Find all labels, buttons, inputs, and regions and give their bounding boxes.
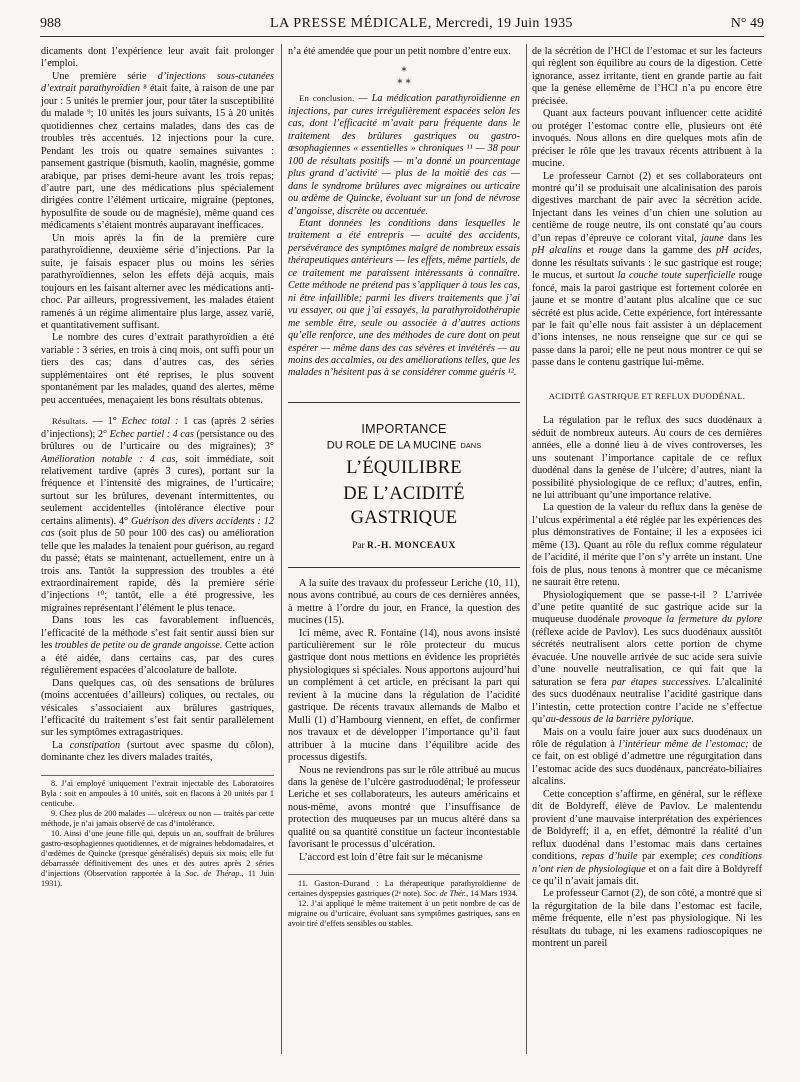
text: par exemple; [637,851,702,863]
paragraph [41,415,274,615]
emphasis: troubles de petite ou de grande angoisse. [54,640,223,652]
text: dans la gamme des [622,245,717,257]
paragraph [532,727,762,789]
article-title-line: L’ÉQUILIBRE [346,458,462,479]
text: rouge foncé, mais la paroi gastrique est fortement colorée en jaune et se montre d’autant plus alcaline que ce suc sécrété est plus acide. Cette expérience, fort intéressante par le fait qu’elle nous fait assister à un déplacement d’ions intenses, ne nous renseigne que sur ce qui se passe dans la paroi; elle ne peut nous montrer ce qui se passe dans le contenu gastrique lui-même. [532,270,762,369]
text: , 11 Juin 1931). [41,868,274,888]
paragraph: Dans quelques cas, où des sensations de brûlures (moins accentuées d’ailleurs) coliques, ou rectales, ou vésicales s’associaient aux brûlures gastriques, l’efficacité du traitement s’est fait sentir parallèlement sur les symptômes extragastriques. [41,677,274,739]
emphasis: au-dessous de la barrière pylorique. [545,714,694,726]
paragraph: Le nombre des cures d’extrait parathyroïdien a été variable : 3 séries, en trois à cinq mois, ont suffi pour un tiers des cas; dans d’autres cas, des séries supplémentaires ont été reprises, le plus souvent spontanément par les malades, quand des alertes, même peu accentuées, menaçaient les bons résultats obtenus. [41,332,274,406]
text: 11. [298,879,315,889]
text: Le professeur Carnot (2) et ses collaborateurs ont montré qu’il se produisait une alcalinisation des parois digestives marchant de pair avec la sécrétion acide. Injectant dans les veines d’un chien une solution au centième de rouge neutre, ils ont constaté qu’au cours d’un repas d’épreuve ce colorant vital, [532,170,762,244]
column-1 [41,46,274,889]
emphasis: repas d’huile [581,851,638,863]
issue-date: , Mercredi, 19 Juin 1935 [427,16,573,31]
text: et on a fait dire à Boldyreff ce qu’il n’avait jamais dit. [532,863,762,887]
text: Cette conception s’affirme, en général, sur le réflexe dit de Boldyreff, élève de Pavlov. Le malentendu provient d’une mauvaise interprétation des expériences de Boldyreff; il a, en effet, démontré la réalité d’un reflux duodénal dans l’estomac mais dans certaines conditions, [532,788,762,863]
emphasis: ces conditions n’ont rien de physiologique [532,851,762,875]
column-rule [526,44,527,1054]
text: Dans tous les cas favorablement influencés, l’efficacité de la méthode s’est fait sentir aussi bien sur les [41,615,274,652]
paragraph: Le professeur Carnot (2), de son côté, a montré que si la régurgitation de la bile dans l’estomac est facile, même fréquente, elle n’est pas physiologique. Ni les résultats du tubage, ni les examens radioscopiques ne montrent un pareil [532,888,762,950]
footnote [41,829,274,889]
paragraph: de la sécrétion de l’HCl de l’estomac et sur les facteurs qui règlent son équilibre au cours de la digestion. Cette ignorance, assez irritante, tient en grande partie au fait que la genèse ellemême de l’HCl n’a pu encore être précisée. [532,46,762,107]
text: 1 cas (après 2 séries d’injections); 2° [41,416,275,440]
text: dans les [723,232,762,244]
paragraph: Un mois après la fin de la première cure parathyroïdienne, deuxième série d’injections. Par la suite, je faisais espacer plus ou moins les séries parathyroïdiennes, selon les effets déjà acquis, mais toujours en les faisant alterner avec les médications anti-choc. Par ailleurs, progressivement, les malades étaient ramenés à un régime alimentaire plus large, assez varié, et quantitativement suffisant. [41,232,274,331]
text: : La thérapeutique parathyroïdienne de certaines dyspepsies gastriques (2ᵉ note). [288,879,520,899]
emphasis: Echec total : [121,416,179,428]
paragraph [41,615,274,677]
emphasis: la couche toute superficielle [617,270,736,282]
footnote: 8. J’ai employé uniquement l’extrait injectable des Laboratoires Byla : soit en ampoules à 10 unités, soit en flacons à 20 unités par 1 centicube. [41,778,274,808]
section-heading: Résultats. [52,416,88,427]
text: — 1° [87,416,122,428]
text: (persistance ou des brûlures ou de l’urticaire ou des migraines); 3° [41,428,274,453]
article-title-line: IMPORTANCE [361,421,447,436]
section-separator [288,62,520,86]
issue-number: N° 49 [730,16,764,31]
paragraph: dicaments dont l’expérience leur avait fait prolonger l’emploi. [41,46,274,70]
paragraph: L’accord est loin d’être fait sur le mécanisme [299,851,483,863]
paragraph: Nous ne reviendrons pas sur le rôle attribué au mucus dans la genèse de l’ulcère gastroduodénal; le professeur Leriche et ses collaborateurs, les auteurs américains et nous-même, avons montré que l’insuffisance de protection des muqueuses par un mucus altéré dans sa qualité ou sa quantité constitue un facteur incontestable favorisant le processus d’ulcération. [288,764,520,851]
paragraph: La question de la valeur du reflux dans la genèse de l’ulcus expérimental a été réglée par les expériences des plus démonstratives de Fontaine; il les a exposées ici même (13). Quant au rôle du reflux comme régulateur de l’acidité, il mérite que l’on s’y arrête un instant. Une fois de plus, nous tenons à montrer que ce mécanisme ne saurait être retenu. [532,502,762,589]
text: L’alcalinité des sucs duodénaux neutralise l’acidité gastrique dans l’intestin, cette protection contre l’acide ne s’effectue qu’ [532,676,762,726]
page-header [40,14,764,37]
article-title-line: DE L’ACIDITÉ GASTRIQUE [343,484,465,529]
emphasis: rouge [598,245,623,257]
text: Une première série [52,70,158,82]
paragraph [288,92,520,218]
footnotes [41,775,274,889]
paragraph: A la suite des travaux du professeur Leriche (10, 11), nous avons contribué, au cours de ces dernières années, à mettre à l’ordre du jour, en France, la question des mucines (15). [288,577,520,627]
paragraph [532,590,762,727]
emphasis: par étapes successives. [611,676,711,688]
emphasis: pH acides, [716,245,762,257]
text: (réflexe acide de Pavlov). Les sucs duodénaux aussitôt sécrétés neutralisent alors cette portion de chyme évacuée. Une nouvelle arrivée de suc acide sera suivie d’une nouvelle neutralisation, ce qui fait que la saturation se fera [532,626,762,688]
column-rule [281,44,282,1054]
text: Gaston-Durand [314,878,370,889]
emphasis: constipation [69,739,121,751]
article-title-block [288,402,520,568]
text: Cette action a été aidée, dans certains cas, par des cures régulièrement espacées d’alcoolature de ballote. [41,640,274,677]
paragraph [41,740,274,765]
footnote: 9. Chez plus de 200 malades — ulcéreux ou non — traités par cette méthode, je n’ai jamais observé de cas d’intolérance. [41,808,274,828]
page-number: 988 [40,16,61,31]
emphasis: Soc. de Thér. [423,889,467,899]
footnotes [288,874,520,929]
text: (surtout avec spasme du côlon), dominante chez les divers malades traités, [41,739,274,764]
text: donne les résultats suivants : le suc gastrique est rouge; le mucus, et surtout [532,257,762,282]
asterism: ⁎ ⁎ ⁎ [397,62,411,87]
article-title-line [288,437,520,454]
emphasis: Soc. de Thérap. [185,868,242,878]
text: 10. Ainsi d’une jeune fille qui, depuis un an, souffrait de brûlures gastro-œsophagiennes quotidiennes, et de migraines hebdomadaires, et d’œdèmes de Quincke (presque généralisés) depuis six mois; elle fut débarrassée définitivement des unes et des autres après 2 séries d’injections (Observation rapportée à la [41,828,274,878]
paragraph [532,171,762,370]
text: (soit plus de 50 pour 100 des cas) ou amélioration telle que les malades la tenaient pour guérison, au regard du passé; états se maintenant, actuellement, entre un à trois ans. Tantôt la suppression des troubles a été extraordinairement rapide, dès la première série d’injections ¹⁰; tantôt, elle a été progressive, les migraines représentant l’élément le plus tenace. [41,528,274,614]
paragraph: La régulation par le reflux des sucs duodénaux a séduit de nombreux auteurs. Au cours de ces dernières années, elle a donné lieu à de vives controverses, les uns soutenant l’importance capitale de ce reflux duodénal dans la genèse de l’ulcère; d’autres, niant la possibilité physiologique de ce reflux; d’autres, enfin, ne lui attribuant qu’une importance relative. [532,415,762,501]
column-2 [288,46,520,929]
emphasis: Etant données les conditions dans lesquelles le traitement a été entrepris — acuité des accidents, persévérance des symptômes malgré de nombreux essais thérapeutiques antérieurs — les effets, même partiels, de ce traitement me paraissent intéressants à connaître. Cette méthode ne prétend pas s’appliquer à tous les cas, ni être infaillible; parmi les divers traitements que j’ai vu essayer, ou que j’ai essayés, la parathyroïdothérapie me semble être, seule ou associée à d’autres actions qu’elle renforce, une des méthodes de cure dont on peut espérer — même dans des cas sévères et invétérés — au moins des accalmies, ou des améliorations telles, que les malades n’hésitent pas à se considérer comme guéris ¹². [288,217,521,379]
emphasis: jaune [701,232,724,244]
text: ⁸ était faite, à raison de une par jour : 5 unités le premier jour, pour tâter la susceptibilité du malade ⁹; 10 unités les jours suivants, 15 à 20 unités quotidiennes chez certains malades, dans des cas de troubles très accentués. 12 injections pour la cure. Pendant les trois ou quatre semaines suivantes : pansement gastrique (bismuth, kaolin, magnésie, gomme arabique, par prises demi-heure avant les trois repas; d’autre part, une des médications plus spécialement dirigées contre l’élément urticaire, migraine (peptones, hyposulfite de soude ou de magnésie), même quand ces médicaments s’étaient montrés auparavant inefficaces. [41,83,274,232]
paragraph: Ici même, avec R. Fontaine (14), nous avons insisté particulièrement sur le rôle protecteur du mucus gastrique dont nous mettions en évidence les propriétés physiologiques si spéciales. Nous apportons aujourd’hui un complément à cet article, en précisant la part qui revient à la mucine dans la régulation de l’acidité gastrique. De récents travaux allemands de Malbo et Mulli (1) d’Hambourg viennent, en effet, de confirmer nos travaux et de développer l’importance qu’il faut attribuer à la mucine dans l’équilibre acide des processus digestifs. [288,627,520,764]
text: La [52,739,70,751]
text: Par [352,541,367,552]
paragraph [288,218,520,380]
paragraph: Quant aux facteurs pouvant influencer cette acidité ou protéger l’estomac contre elle, plusieurs ont été invoqués. Nous allons en dire quelques mots afin de préciser le rôle que les travaux récents attribuent à la mucine. [532,108,762,170]
text: soit immédiate, soit relativement tardive (après 3 cures), portant sur la fréquence et l’intensité des migraines, de l’urticaire; surtout sur les brûlures, devenant intermittentes, ou seulement accidentelles (intolérance élective pour certains aliments). 4° [41,453,275,527]
paragraph [532,789,762,889]
text: DU ROLE DE LA MUCINE [326,439,457,452]
text: DANS [460,440,482,450]
emphasis: Guérison des divers accidents : 12 cas [41,515,274,540]
emphasis: pH alcalins [532,245,582,257]
emphasis: d’injections sous-cutanées d’extrait parathyroïdien [41,70,275,95]
text: , 14 Mars 1934. [466,889,518,899]
author-name: R.-H. MONCEAUX [366,541,456,552]
journal-title [270,14,573,34]
emphasis: Amélioration notable : 4 cas, [41,453,178,465]
text: et [581,245,599,257]
footnote: 12. J’ai appliqué le même traitement à un petit nombre de cas de migraine ou d’urticaire, évoluant sans symptômes gastriques, sans en avoir tiré d’effets sensibles ou stables. [288,899,520,929]
section-heading: En conclusion. [299,93,355,104]
text: Mais on a voulu faire jouer aux sucs duodénaux un rôle de régulation à [532,726,762,751]
column-3 [532,46,762,951]
text: de ce fait, on est obligé d’admettre une régurgitation dans l’estomac acide des sucs duodénaux, pancréato-biliaires alcalins. [532,739,762,788]
subheading: ACIDITÉ GASTRIQUE ET REFLUX DUODÉNAL. [548,390,746,401]
journal-name: LA PRESSE MÉDICALE [270,16,428,31]
text: Physiologiquement que se passe-t-il ? L’arrivée d’une petite quantité de suc gastrique acide sur la muqueuse duodénale [532,589,762,626]
footnote [288,878,520,899]
emphasis: provoque la fermeture du pylore [623,614,762,626]
emphasis: l’intérieur même de l’estomac; [618,739,749,751]
paragraph: n’a été amendée que pour un petit nombre d’entre eux. [288,46,511,57]
paragraph [41,71,274,233]
emphasis: — La médication parathyroïdienne en injections, par cures irrégulièrement espacées selon les cas, dont l’efficacité m’avait paru fréquente dans le traitement des brûlures gastriques ou gastro-œsophagiennes « essentielles » chroniques ¹¹ — 38 pour 100 de résultats positifs — m’a donné un pourcentage plus grand d’activité — plus de la moitié des cas — dans le syndrome brûlures avec migraines ou urticaire ou œdème de Quincke, évoluant sur un fond de névrose d’angoisse, discrète ou accentuée. [288,93,520,217]
article-author [288,540,520,552]
emphasis: Echec partiel : 4 cas [109,428,194,440]
